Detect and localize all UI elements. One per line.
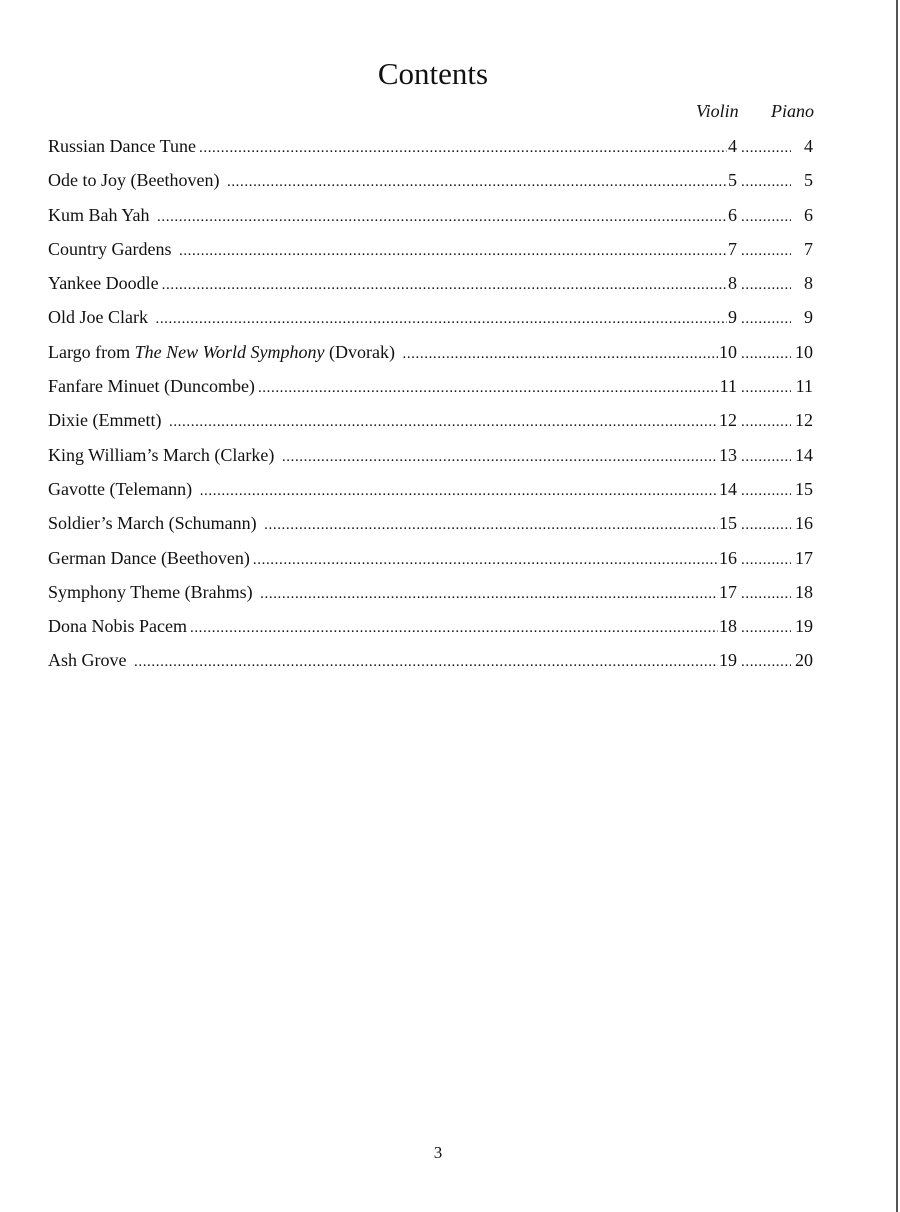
violin-page-number: 18	[719, 616, 737, 637]
piano-page-number: 5	[804, 170, 813, 191]
piano-page-number: 14	[795, 444, 813, 465]
violin-page-number: 9	[728, 307, 737, 328]
dot-leader-piano	[737, 648, 791, 676]
dot-leader	[162, 271, 727, 299]
piano-page-number: 17	[795, 547, 813, 568]
toc-entry	[48, 338, 813, 372]
dot-leader	[402, 340, 718, 368]
toc-entry-title	[48, 509, 264, 537]
toc-entry-title	[48, 475, 200, 503]
dot-leader	[179, 237, 727, 265]
piano-page-number: 11	[795, 376, 813, 397]
toc-entry-title	[48, 646, 134, 674]
toc-title-text: Dixie (Emmett)	[48, 410, 166, 431]
table-of-contents	[48, 132, 813, 681]
dot-leader-piano	[737, 511, 791, 539]
dot-leader-piano	[737, 614, 791, 642]
toc-entry	[48, 166, 813, 200]
toc-entry-title	[48, 235, 179, 263]
dot-leader	[227, 168, 727, 196]
violin-page-number: 15	[719, 513, 737, 534]
dot-leader	[199, 134, 727, 162]
toc-entry	[48, 612, 813, 646]
dot-leader	[264, 511, 718, 539]
toc-entry-title	[48, 269, 162, 297]
toc-title-suffix: (Dvorak)	[324, 341, 400, 362]
toc-title-italic: The New World Symphony	[134, 341, 325, 362]
piano-column-header: Piano	[771, 101, 814, 121]
toc-title-text: Largo from	[48, 341, 135, 362]
toc-title-text: Old Joe Clark	[48, 307, 153, 328]
toc-title-text: King William’s March (Clarke)	[48, 444, 279, 465]
violin-page-number: 14	[719, 478, 737, 499]
dot-leader-piano	[737, 203, 791, 231]
dot-leader-piano	[737, 546, 791, 574]
toc-entry	[48, 509, 813, 543]
violin-page-number: 10	[719, 341, 737, 362]
violin-page-number: 17	[719, 581, 737, 602]
toc-entry-title	[48, 166, 227, 194]
toc-title-text: Ode to Joy (Beethoven)	[48, 170, 224, 191]
toc-entry	[48, 475, 813, 509]
toc-title-text: Ash Grove	[48, 650, 131, 671]
violin-page-number: 16	[719, 547, 737, 568]
toc-entry	[48, 646, 813, 680]
piano-page-number: 8	[804, 273, 813, 294]
piano-page-number: 15	[795, 478, 813, 499]
piano-page-number: 19	[795, 616, 813, 637]
piano-page-number: 12	[795, 410, 813, 431]
dot-leader	[134, 648, 718, 676]
toc-entry	[48, 201, 813, 235]
dot-leader-piano	[737, 408, 791, 436]
toc-entry	[48, 372, 813, 406]
toc-title-text: Symphony Theme (Brahms)	[48, 581, 258, 602]
dot-leader-piano	[737, 237, 791, 265]
toc-title-text: Dona Nobis Pacem	[48, 616, 187, 637]
dot-leader	[260, 580, 718, 608]
dot-leader	[200, 477, 718, 505]
violin-page-number: 11	[719, 376, 737, 397]
violin-page-number: 19	[719, 650, 737, 671]
violin-column-header: Violin	[696, 101, 739, 121]
dot-leader	[155, 305, 727, 333]
toc-entry-title	[48, 201, 157, 229]
page-title: Contents	[377, 56, 489, 91]
dot-leader	[169, 408, 718, 436]
violin-page-number: 4	[728, 136, 737, 156]
toc-entry	[48, 303, 813, 337]
piano-page-number: 4	[804, 136, 813, 156]
toc-entry	[48, 132, 813, 166]
dot-leader	[282, 443, 718, 471]
toc-entry-title	[48, 544, 253, 572]
dot-leader	[253, 546, 718, 574]
toc-title-text: German Dance (Beethoven)	[48, 547, 250, 568]
dot-leader-piano	[737, 168, 791, 196]
toc-entry-title	[48, 132, 199, 160]
piano-page-number: 20	[795, 650, 813, 671]
dot-leader-piano	[737, 134, 791, 162]
toc-title-text: Russian Dance Tune	[48, 136, 196, 156]
toc-entry-title	[48, 578, 260, 606]
violin-page-number: 6	[728, 204, 737, 225]
toc-entry-title	[48, 338, 402, 366]
toc-entry-title	[48, 406, 169, 434]
piano-page-number: 7	[804, 238, 813, 259]
toc-entry-title	[48, 612, 190, 640]
dot-leader	[190, 614, 718, 642]
dot-leader	[258, 374, 719, 402]
violin-page-number: 13	[719, 444, 737, 465]
toc-entry	[48, 269, 813, 303]
toc-entry-title	[48, 372, 258, 400]
dot-leader	[157, 203, 727, 231]
toc-entry-title	[48, 441, 282, 469]
toc-entry	[48, 441, 813, 475]
toc-title-text: Country Gardens	[48, 238, 176, 259]
piano-page-number: 10	[795, 341, 813, 362]
toc-entry	[48, 406, 813, 440]
dot-leader-piano	[737, 340, 791, 368]
toc-entry	[48, 544, 813, 578]
dot-leader-piano	[737, 374, 791, 402]
toc-title-text: Fanfare Minuet (Duncombe)	[48, 376, 255, 397]
page-number: 3	[433, 1143, 443, 1162]
violin-page-number: 5	[728, 170, 737, 191]
toc-entry-title	[48, 303, 155, 331]
dot-leader-piano	[737, 305, 791, 333]
piano-page-number: 9	[804, 307, 813, 328]
violin-page-number: 12	[719, 410, 737, 431]
toc-title-text: Soldier’s March (Schumann)	[48, 513, 262, 534]
toc-title-text: Yankee Doodle	[48, 273, 159, 294]
dot-leader-piano	[737, 271, 791, 299]
toc-entry	[48, 578, 813, 612]
column-headers	[0, 100, 900, 122]
violin-page-number: 8	[728, 273, 737, 294]
toc-entry	[48, 235, 813, 269]
violin-page-number: 7	[728, 238, 737, 259]
dot-leader-piano	[737, 477, 791, 505]
piano-page-number: 18	[795, 581, 813, 602]
toc-title-text: Kum Bah Yah	[48, 204, 155, 225]
dot-leader-piano	[737, 580, 791, 608]
toc-title-text: Gavotte (Telemann)	[48, 478, 197, 499]
piano-page-number: 6	[804, 204, 813, 225]
dot-leader-piano	[737, 443, 791, 471]
piano-page-number: 16	[795, 513, 813, 534]
